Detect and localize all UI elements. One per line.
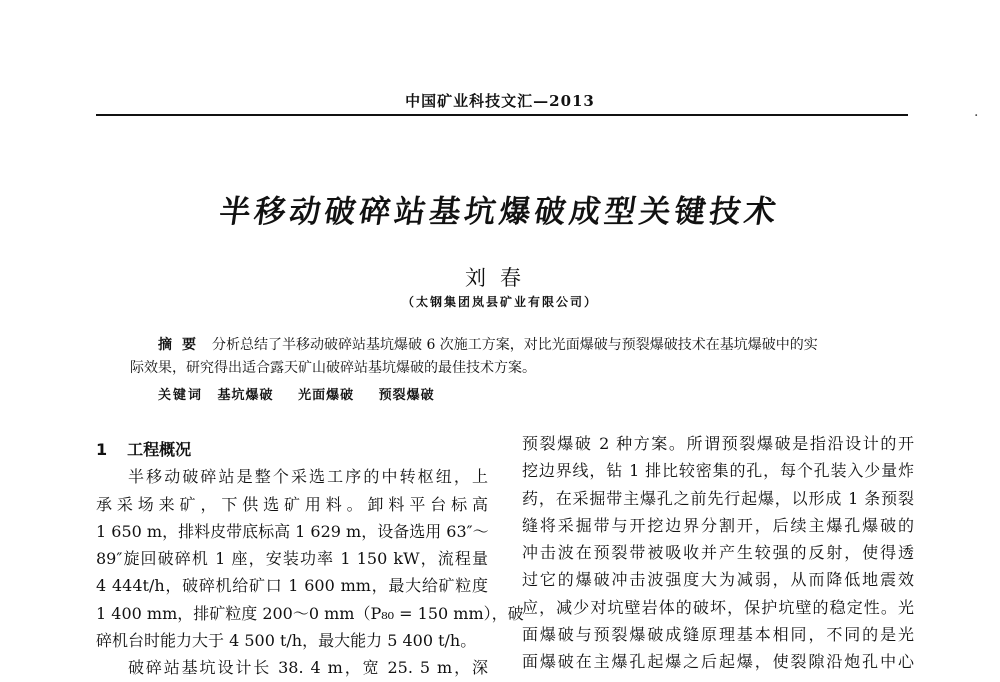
keywords-label: 关键词 bbox=[158, 388, 204, 403]
text-line: 半移动破碎站是整个采选工序的中转枢纽，上 bbox=[128, 467, 488, 487]
text-line: 89″旋回破碎机 1 座，安装功率 1 150 kW，流程量 bbox=[96, 549, 488, 569]
keyword: 预裂爆破 bbox=[378, 388, 435, 403]
text-line: 4 444t/h，破碎机给矿口 1 600 mm，最大给矿粒度 bbox=[96, 576, 488, 596]
text-line: 预裂爆破 2 种方案。所谓预裂爆破是指沿设计的开 bbox=[522, 434, 914, 453]
text-line: 面爆破与预裂爆破成缝原理基本相同，不同的是光 bbox=[522, 625, 914, 645]
section-number: 1 bbox=[96, 440, 108, 459]
text-line: 挖边界线，钻 1 排比较密集的孔，每个孔装入少量炸 bbox=[522, 461, 914, 481]
text-line: 冲击波在预裂带被吸收并产生较强的反射，使得透 bbox=[522, 543, 914, 563]
text-line: 碎机台时能力大于 4 500 t/h，最大能力 5 400 t/h。 bbox=[96, 631, 477, 651]
running-head: 中国矿业科技文汇—2013 bbox=[405, 92, 595, 110]
paper-title: 半移动破碎站基坑爆破成型关键技术 bbox=[216, 194, 783, 230]
text-line: 过它的爆破冲击波强度大为减弱，从而降低地震效 bbox=[522, 570, 914, 590]
keyword: 光面爆破 bbox=[298, 388, 355, 403]
text-line: 1 650 m，排料皮带底标高 1 629 m，设备选用 63″～ bbox=[96, 521, 489, 541]
edge-mark: · bbox=[974, 108, 979, 124]
text-line: 缝将采掘带与开挖边界分割开，后续主爆孔爆破的 bbox=[522, 515, 914, 535]
abstract-label: 摘要 bbox=[158, 337, 206, 353]
abstract-text-line1: 分析总结了半移动破碎站基坑爆破 6 次施工方案，对比光面爆破与预裂爆破技术在基坑爆破中的实 bbox=[212, 337, 818, 353]
paragraph bbox=[96, 463, 524, 654]
text-line: 面爆破在主爆孔起爆之后起爆，使裂隙沿炮孔中心 bbox=[522, 652, 914, 672]
text-line: 破碎站基坑设计长 38. 4 m，宽 25. 5 m，深 bbox=[128, 658, 488, 678]
abstract bbox=[130, 334, 878, 380]
text-line: 应，减少对坑壁岩体的破坏，保护坑壁的稳定性。光 bbox=[522, 597, 914, 617]
paragraph bbox=[96, 654, 488, 681]
keywords bbox=[158, 384, 455, 403]
author: 刘春 bbox=[465, 266, 535, 290]
right-column bbox=[522, 430, 914, 676]
header-rule bbox=[96, 114, 908, 116]
section-heading bbox=[96, 436, 488, 463]
text-line: 1 400 mm，排矿粒度 200～0 mm（P₈₀ = 150 mm），破 bbox=[96, 603, 524, 623]
affiliation: （太钢集团岚县矿业有限公司） bbox=[401, 295, 598, 309]
abstract-text-line2: 际效果，研究得出适合露天矿山破碎站基坑爆破的最佳技术方案。 bbox=[130, 360, 536, 376]
section-title: 工程概况 bbox=[127, 440, 192, 459]
left-column bbox=[96, 436, 524, 682]
text-line: 药，在采掘带主爆孔之前先行起爆，以形成 1 条预裂 bbox=[522, 488, 914, 508]
text-line: 承采场来矿，下供选矿用料。卸料平台标高 bbox=[96, 494, 488, 514]
keyword: 基坑爆破 bbox=[217, 388, 274, 403]
